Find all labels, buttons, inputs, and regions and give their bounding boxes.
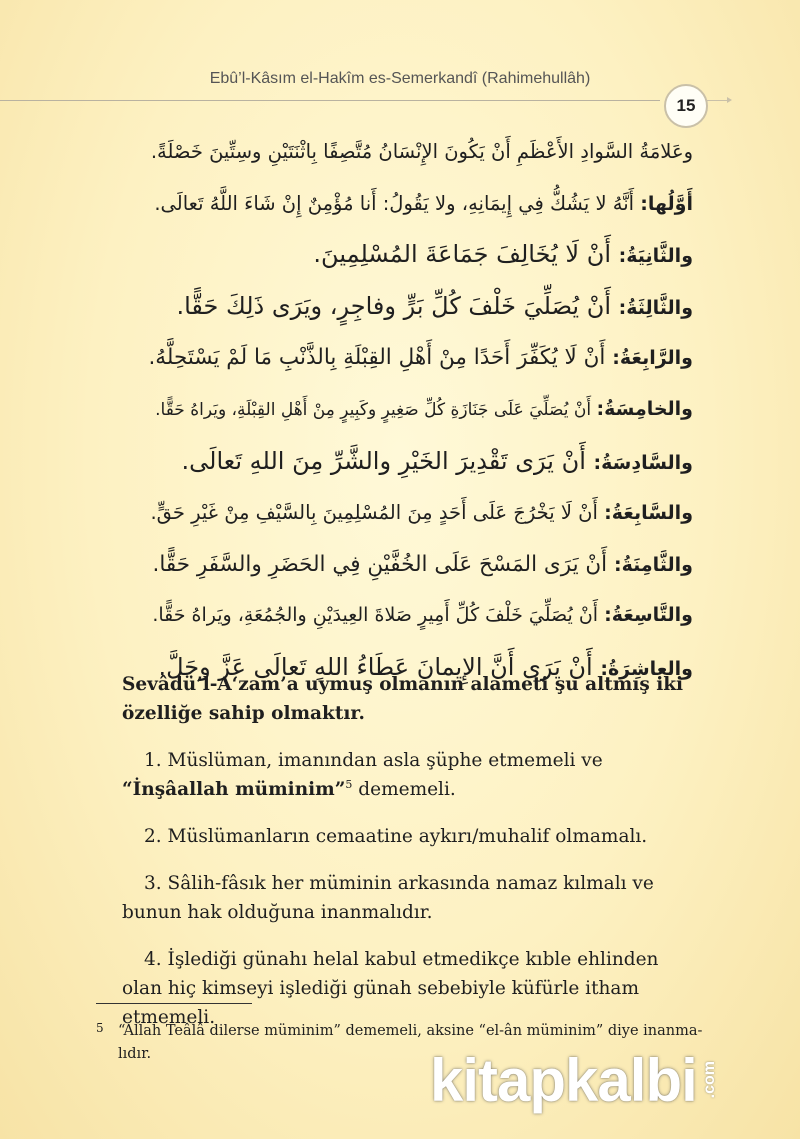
footnote-ref: 5 [345,777,353,791]
page-number-badge: 15 [664,84,708,128]
footnote-text-line-2: lıdır. [118,1046,152,1062]
arabic-line-label: والخامِسَةُ: [596,397,693,420]
item1-bold-quote: “İnşâallah müminim” [122,779,346,800]
header-arrow-decoration [706,100,728,101]
translation-item-4: 4. İşlediği günahı helal kabul etmedikçe kıble ehlinden olan hiç kimseyi işlediği günah sebebiyle küfürle itham etmemeli. [122,949,659,1028]
arabic-line-label: والتَّاسِعَةُ: [604,604,693,627]
arabic-line [148,178,693,230]
arabic-line-label: والثَّانِيَةُ: [618,245,693,268]
arabic-line-text: أَنْ يُصَلِّيَ خَلْفَ كُلِّ بَرٍّ وفاجِرٍ، ويَرَى ذَلِكَ حَقًّا. [176,291,611,320]
translation-item-2: 2. Müslümanların cemaatine aykırı/muhalif olmamalı. [144,826,648,847]
arabic-line-label: والسَّابِعَةُ: [604,502,693,525]
arabic-line [148,332,693,384]
watermark-suffix: .com [700,1061,718,1099]
footnote-number: 5 [96,1021,104,1035]
arabic-line [148,436,693,488]
arabic-line-text: أَنْ يُصَلِّيَ عَلَى جَنَازَةِ كُلِّ صَغِيرٍ وكَبِيرٍ مِنْ أَهْلِ القِبْلَةِ، ويَراهُ حَقًّا. [155,399,592,420]
translation-block [122,670,704,1050]
arabic-line-text: أَنْ يُصَلِّيَ خَلْفَ كُلِّ أَمِيرٍ صَلاةَ العِيدَيْنِ والجُمُعَةِ، ويَراهُ حَقًّا. [152,604,599,627]
arabic-line-text: أَنْ لَا يَخْرُجَ عَلَى أَحَدٍ مِنَ المُسْلِمِينَ بِالسَّيْفِ مِنْ غَيْرِ حَقٍّ. [150,501,598,525]
arabic-line-label: والثَّامِنَةُ: [614,553,693,576]
watermark-brand: kitapkalbi [430,1046,697,1114]
arabic-line-text: وعَلامَةُ السَّوادِ الأَعْظَمِ أَنْ يَكُونَ الإِنْسَانُ مُتَّصِفًا بِاثْنَتَيْنِ وسِتِّينَ خَصْلَةً. [150,140,693,163]
arabic-line [148,539,693,591]
arabic-line-text: أَنْ يَرَى المَسْحَ عَلَى الخُفَّيْنِ فِي الحَضَرِ والسَّفَرِ حَقًّا. [152,551,608,577]
arabic-line [148,229,693,281]
arabic-line-label: والعاشِرَةُ: [600,657,693,680]
arabic-line-text: أَنْ يَرَى أَنَّ الإِيمانَ عَطَاءُ اللهِ تَعالَى عَزَّ وجَلَّ. [158,652,593,681]
arabic-line-text: أَنَّهُ لا يَشُكُّ فِي إِيمَانِهِ، ولا يَقُولُ: أَنا مُؤْمِنٌ إِنْ شَاءَ اللَّهُ تَعالَى. [154,191,635,215]
item1-text-end: dememeli. [352,779,456,800]
arabic-line [148,384,693,436]
translation-intro: Sevâdü’l-A‘zam’a uymuş olmanın alameti şu altmış iki özelliğe sahip olmaktır. [122,674,684,724]
arabic-line-text: أَنْ لَا يُكَفِّرَ أَحَدًا مِنْ أَهْلِ القِبْلَةِ بِالذَّنْبِ مَا لَمْ يَسْتَحِلَّهُ. [148,345,606,371]
arabic-line-text: أَنْ يَرَى تَقْدِيرَ الخَيْرِ والشَّرِّ مِنَ اللهِ تَعالَى. [181,446,586,475]
footnote-rule [96,1003,252,1004]
running-header: Ebû’l-Kâsım el-Hakîm es-Semerkandî (Rahimehullâh) [209,70,591,87]
translation-item-3: 3. Sâlih-fâsık her müminin arkasında namaz kılmalı ve bunun hak olduğuna inanmalıdır. [122,873,654,923]
arabic-line-label: والسَّادِسَةُ: [593,451,693,474]
translation-item-1 [122,746,704,804]
arabic-line-text: أَنْ لَا يُخَالِفَ جَمَاعَةَ المُسْلِمِينَ. [313,240,611,269]
footnote-text-line-1: “Allah Teâlâ dilerse müminim” dememeli, aksine “el-ân müminim” diye inanma- [118,1023,703,1039]
arabic-line-label: والرَّابِعَةُ: [612,347,693,370]
arabic-line [148,487,693,539]
item1-text-start: 1. Müslüman, imanından asla şüphe etmemeli ve [144,750,603,771]
arabic-line-label: أَوَّلُها: [640,192,693,215]
arabic-line [148,590,693,642]
watermark-logo [430,1040,770,1120]
arabic-line [148,126,693,178]
arabic-line [148,281,693,333]
header-rule [0,100,660,101]
arabic-line-label: والثَّالِثَةُ: [618,296,693,319]
arabic-text-block [148,126,693,694]
